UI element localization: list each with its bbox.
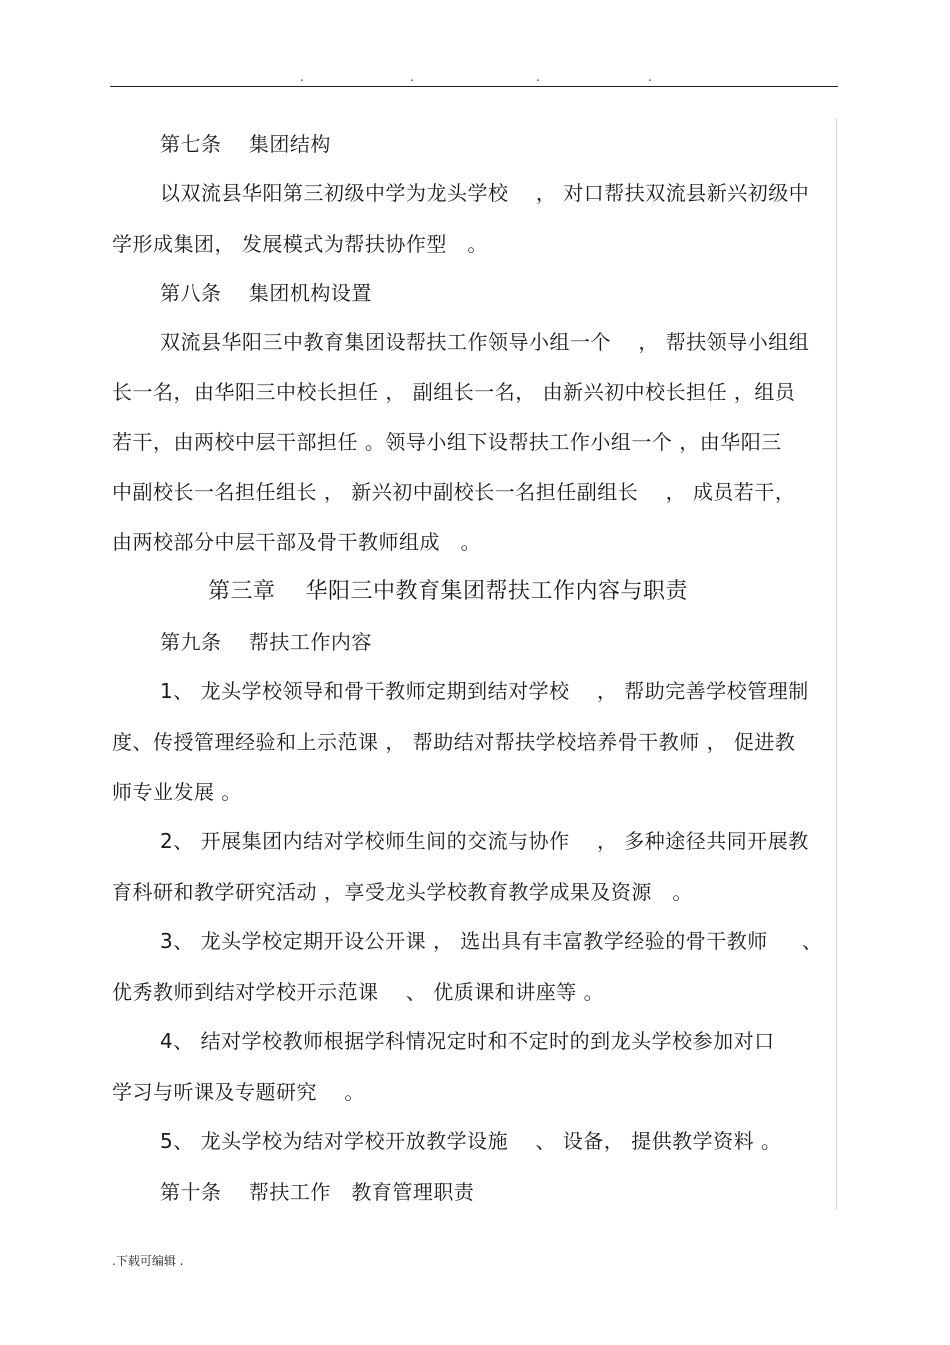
- item-4-text: 4、 结对学校教师根据学科情况定时和不定时的到龙头学校参加对口: [160, 1029, 775, 1053]
- header-rule: [110, 86, 838, 87]
- article-10-heading: 第十条 帮扶工作 教育管理职责: [160, 1180, 475, 1204]
- article-7-text: 以双流县华阳第三初级中学为龙头学校 ， 对口帮扶双流县新兴初级中: [160, 181, 810, 205]
- item-3-text: 优秀教师到结对学校开示范课 、 优质课和讲座等 。: [112, 980, 605, 1004]
- article-8-text: 若干，由两校中层干部担任 。领导小组下设帮扶工作小组一个 ，由华阳三: [112, 430, 782, 454]
- item-1-text: 师专业发展 。: [112, 780, 242, 804]
- header-dot: .: [536, 70, 540, 84]
- article-7-heading: 第七条 集团结构: [160, 132, 331, 156]
- article-7-text: 学形成集团， 发展模式为帮扶协作型 。: [112, 232, 488, 256]
- item-1-text: 度、传授管理经验和上示范课 ， 帮助结对帮扶学校培养骨干教师 ， 促进教: [112, 730, 796, 754]
- item-2-text: 育科研和教学研究活动 ，享受龙头学校教育教学成果及资源 。: [112, 880, 693, 904]
- article-9-heading: 第九条 帮扶工作内容: [160, 630, 372, 654]
- item-4-text: 学习与听课及专题研究 。: [112, 1080, 365, 1104]
- item-5-text: 5、 龙头学校为结对学校开放教学设施 、 设备， 提供教学资料 。: [160, 1129, 782, 1153]
- item-2-text: 2、 开展集团内结对学校师生间的交流与协作 ， 多种途径共同开展教: [160, 829, 809, 853]
- item-3-text: 3、 龙头学校定期开设公开课 ， 选出具有丰富教学经验的骨干教师 、: [160, 929, 823, 953]
- header-dot: .: [410, 70, 414, 84]
- article-8-text: 中副校长一名担任组长 ， 新兴初中副校长一名担任副组长 ， 成员若干，: [112, 480, 796, 504]
- chapter-3-heading: 第三章 华阳三中教育集团帮扶工作内容与职责: [208, 579, 688, 604]
- article-8-text: 双流县华阳三中教育集团设帮扶工作领导小组一个 ， 帮扶领导小组组: [160, 330, 810, 354]
- article-8-text: 由两校部分中层干部及骨干教师组成 。: [112, 530, 481, 554]
- item-1-text: 1、 龙头学校领导和骨干教师定期到结对学校 ， 帮助完善学校管理制: [160, 679, 809, 703]
- article-8-heading: 第八条 集团机构设置: [160, 281, 372, 305]
- article-8-text: 长一名，由华阳三中校长担任 ， 副组长一名， 由新兴初中校长担任 ，组员: [112, 380, 796, 404]
- footer-note: .下载可编辑 .: [112, 1254, 184, 1268]
- header-dot: .: [648, 70, 652, 84]
- margin-rule: [836, 118, 837, 1210]
- header-dot: .: [300, 70, 304, 84]
